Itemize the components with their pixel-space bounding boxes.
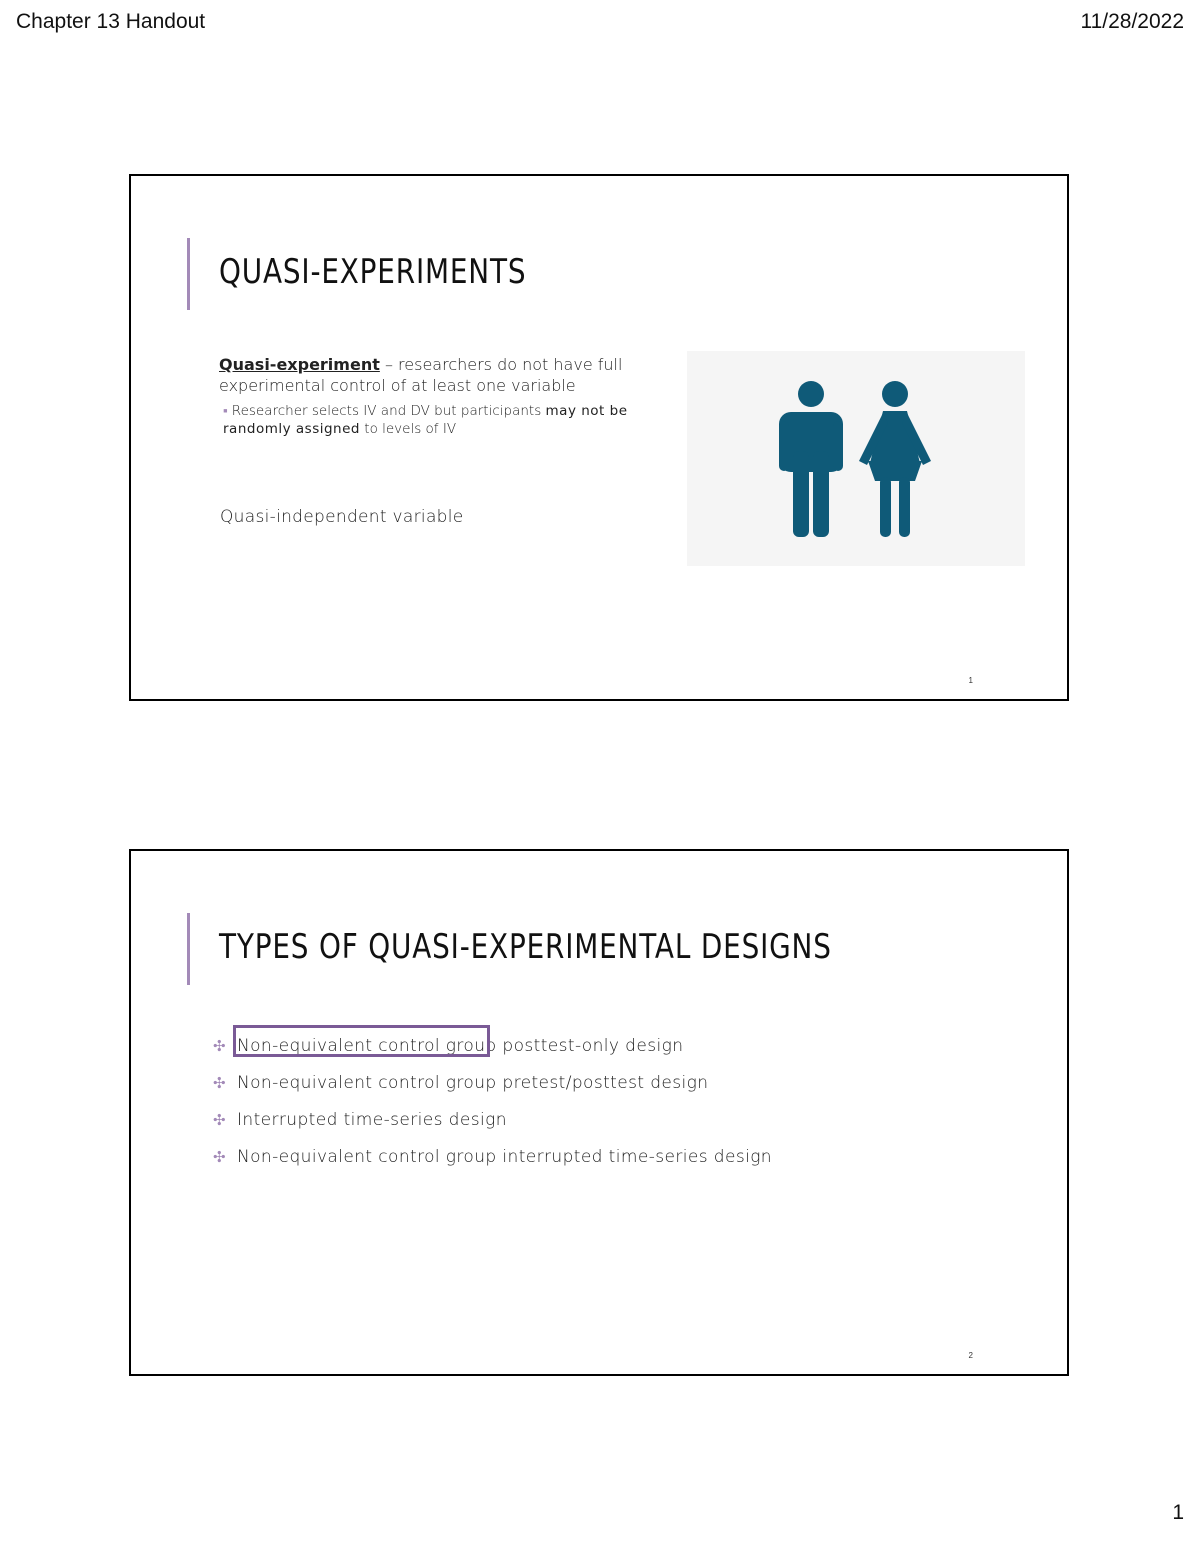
man-woman-icon <box>687 351 1025 566</box>
definition-text <box>219 354 659 396</box>
definition-term: Quasi-experiment <box>219 355 380 374</box>
slide-1 <box>129 174 1069 701</box>
slide-number: 1 <box>968 676 973 685</box>
sub-bullet <box>223 402 663 438</box>
four-point-star-bullet-icon: ✣ <box>213 1036 226 1055</box>
four-point-star-bullet-icon: ✣ <box>213 1147 226 1166</box>
title-accent-bar <box>187 238 190 310</box>
slide-number: 2 <box>968 1351 973 1360</box>
slide-title: QUASI-EXPERIMENTS <box>219 252 527 292</box>
bullet-dot-icon: ▪ <box>223 403 228 419</box>
list-item <box>213 1138 772 1175</box>
list-item-text: Non-equivalent control group posttest-only design <box>237 1035 684 1056</box>
page-number: 1 <box>1172 1501 1184 1524</box>
list-item-text: Non-equivalent control group interrupted time-series design <box>237 1146 772 1167</box>
list-item <box>213 1101 772 1138</box>
quasi-independent-variable-text: Quasi-independent variable <box>220 507 464 527</box>
list-item <box>213 1064 772 1101</box>
handout-date: 11/28/2022 <box>1080 10 1184 33</box>
slide-2 <box>129 849 1069 1376</box>
sub-bullet-pre: Researcher selects IV and DV but participants <box>231 403 546 419</box>
definition-body: – researchers do not have full experimental control of at least one variable <box>219 355 623 395</box>
four-point-star-bullet-icon: ✣ <box>213 1073 226 1092</box>
four-point-star-bullet-icon: ✣ <box>213 1110 226 1129</box>
slide-title: TYPES OF QUASI-EXPERIMENTAL DESIGNS <box>219 927 832 967</box>
man-woman-image <box>687 351 1025 566</box>
highlight-box <box>233 1025 490 1057</box>
title-accent-bar <box>187 913 190 985</box>
sub-bullet-post: to levels of IV <box>359 421 457 437</box>
sub-bullet-bold: may not be randomly assigned <box>223 403 628 437</box>
list-item-text: Non-equivalent control group pretest/posttest design <box>237 1072 709 1093</box>
list-item-text: Interrupted time-series design <box>237 1109 507 1130</box>
handout-title: Chapter 13 Handout <box>16 10 206 33</box>
